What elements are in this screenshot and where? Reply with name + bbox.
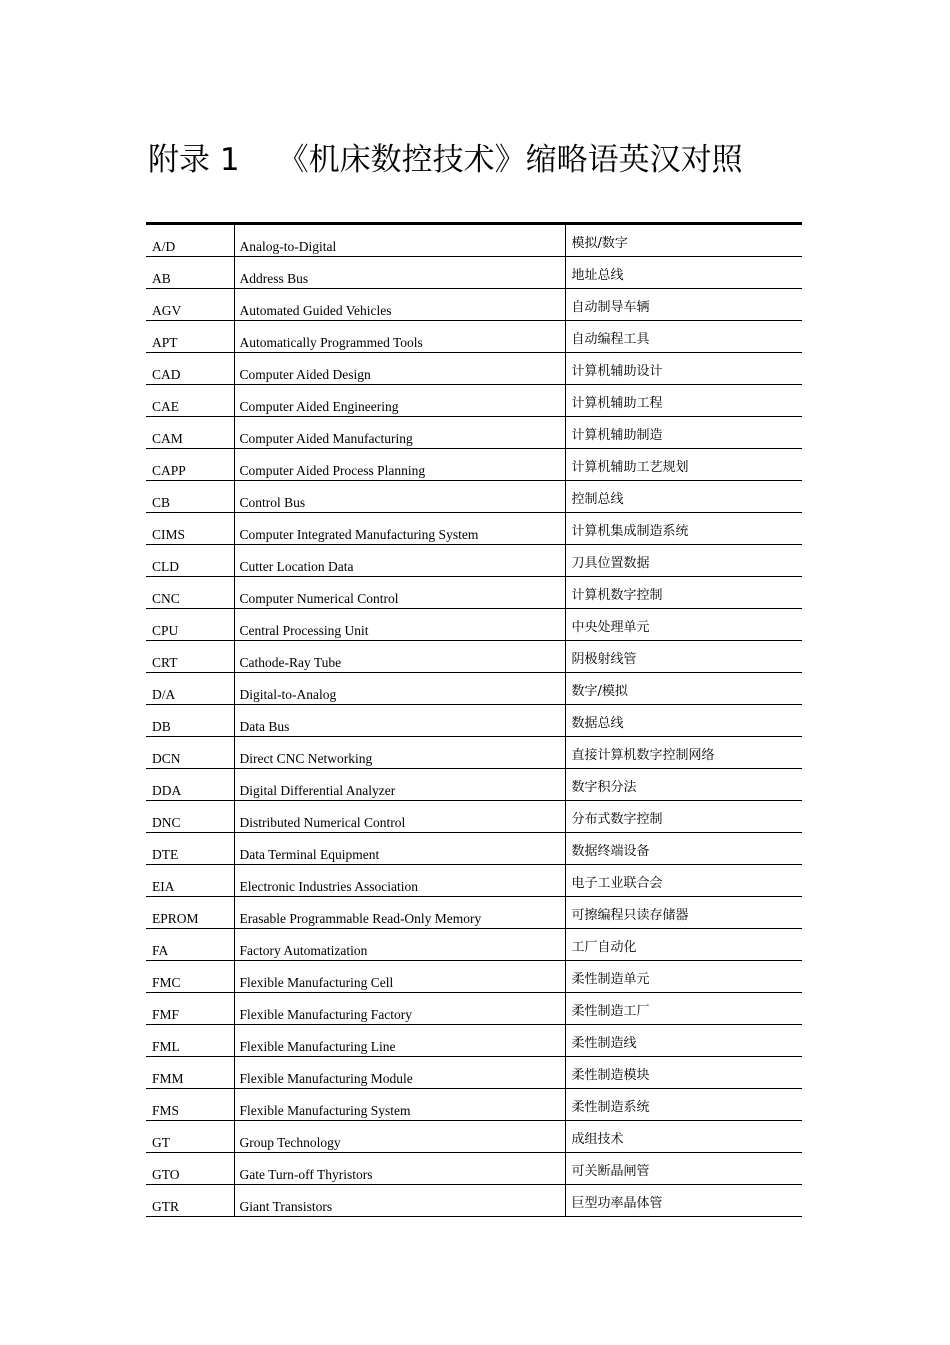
table-row bbox=[146, 865, 802, 897]
chinese-term-cell: 数据总线 bbox=[565, 705, 802, 737]
abbreviation-cell: DNC bbox=[146, 801, 234, 833]
table-row bbox=[146, 1121, 802, 1153]
abbreviation-cell: CNC bbox=[146, 577, 234, 609]
abbreviation-cell: APT bbox=[146, 321, 234, 353]
abbreviation-cell: CLD bbox=[146, 545, 234, 577]
chinese-term-cell: 柔性制造模块 bbox=[565, 1057, 802, 1089]
table-row bbox=[146, 224, 802, 257]
table-row bbox=[146, 577, 802, 609]
english-term-cell: Computer Numerical Control bbox=[234, 577, 565, 609]
table-row bbox=[146, 609, 802, 641]
abbreviation-cell: DTE bbox=[146, 833, 234, 865]
chinese-term-cell: 计算机辅助制造 bbox=[565, 417, 802, 449]
table-row bbox=[146, 929, 802, 961]
chinese-term-cell: 可关断晶闸管 bbox=[565, 1153, 802, 1185]
table-row bbox=[146, 769, 802, 801]
chinese-term-cell: 工厂自动化 bbox=[565, 929, 802, 961]
table-row bbox=[146, 1089, 802, 1121]
abbreviation-cell: A/D bbox=[146, 224, 234, 257]
table-row bbox=[146, 801, 802, 833]
table-row bbox=[146, 1185, 802, 1217]
table-row bbox=[146, 289, 802, 321]
chinese-term-cell: 分布式数字控制 bbox=[565, 801, 802, 833]
page-title bbox=[148, 140, 743, 180]
abbreviation-cell: CIMS bbox=[146, 513, 234, 545]
chinese-term-cell: 巨型功率晶体管 bbox=[565, 1185, 802, 1217]
table-row bbox=[146, 961, 802, 993]
english-term-cell: Direct CNC Networking bbox=[234, 737, 565, 769]
chinese-term-cell: 柔性制造单元 bbox=[565, 961, 802, 993]
english-term-cell: Digital Differential Analyzer bbox=[234, 769, 565, 801]
table-row bbox=[146, 513, 802, 545]
table-row bbox=[146, 1025, 802, 1057]
english-term-cell: Group Technology bbox=[234, 1121, 565, 1153]
table-row bbox=[146, 1057, 802, 1089]
chinese-term-cell: 数字/模拟 bbox=[565, 673, 802, 705]
chinese-term-cell: 直接计算机数字控制网络 bbox=[565, 737, 802, 769]
chinese-term-cell: 地址总线 bbox=[565, 257, 802, 289]
english-term-cell: Computer Aided Manufacturing bbox=[234, 417, 565, 449]
abbreviation-cell: CB bbox=[146, 481, 234, 513]
chinese-term-cell: 计算机辅助工程 bbox=[565, 385, 802, 417]
chinese-term-cell: 数字积分法 bbox=[565, 769, 802, 801]
abbreviation-cell: GTO bbox=[146, 1153, 234, 1185]
table-row bbox=[146, 673, 802, 705]
english-term-cell: Computer Aided Design bbox=[234, 353, 565, 385]
english-term-cell: Address Bus bbox=[234, 257, 565, 289]
chinese-term-cell: 电子工业联合会 bbox=[565, 865, 802, 897]
abbreviation-cell: DDA bbox=[146, 769, 234, 801]
table-row bbox=[146, 1153, 802, 1185]
english-term-cell: Erasable Programmable Read-Only Memory bbox=[234, 897, 565, 929]
chinese-term-cell: 柔性制造系统 bbox=[565, 1089, 802, 1121]
abbreviation-table bbox=[146, 222, 802, 1217]
abbreviation-cell: AB bbox=[146, 257, 234, 289]
english-term-cell: Flexible Manufacturing Module bbox=[234, 1057, 565, 1089]
chinese-term-cell: 成组技术 bbox=[565, 1121, 802, 1153]
abbreviation-cell: CAD bbox=[146, 353, 234, 385]
chinese-term-cell: 阴极射线管 bbox=[565, 641, 802, 673]
chinese-term-cell: 中央处理单元 bbox=[565, 609, 802, 641]
abbreviation-cell: DB bbox=[146, 705, 234, 737]
chinese-term-cell: 计算机辅助工艺规划 bbox=[565, 449, 802, 481]
english-term-cell: Central Processing Unit bbox=[234, 609, 565, 641]
table-row bbox=[146, 737, 802, 769]
english-term-cell: Data Bus bbox=[234, 705, 565, 737]
table-row bbox=[146, 449, 802, 481]
appendix-title: 《机床数控技术》缩略语英汉对照 bbox=[277, 142, 743, 178]
abbreviation-cell: CRT bbox=[146, 641, 234, 673]
english-term-cell: Automated Guided Vehicles bbox=[234, 289, 565, 321]
abbreviation-cell: FMS bbox=[146, 1089, 234, 1121]
chinese-term-cell: 数据终端设备 bbox=[565, 833, 802, 865]
english-term-cell: Computer Integrated Manufacturing System bbox=[234, 513, 565, 545]
english-term-cell: Computer Aided Engineering bbox=[234, 385, 565, 417]
english-term-cell: Gate Turn-off Thyristors bbox=[234, 1153, 565, 1185]
appendix-number: 附录 1 bbox=[148, 142, 240, 178]
english-term-cell: Cathode-Ray Tube bbox=[234, 641, 565, 673]
table-row bbox=[146, 257, 802, 289]
chinese-term-cell: 可擦编程只读存储器 bbox=[565, 897, 802, 929]
chinese-term-cell: 自动编程工具 bbox=[565, 321, 802, 353]
abbreviation-cell: FMM bbox=[146, 1057, 234, 1089]
english-term-cell: Data Terminal Equipment bbox=[234, 833, 565, 865]
abbreviation-cell: EPROM bbox=[146, 897, 234, 929]
english-term-cell: Electronic Industries Association bbox=[234, 865, 565, 897]
chinese-term-cell: 自动制导车辆 bbox=[565, 289, 802, 321]
abbreviation-cell: DCN bbox=[146, 737, 234, 769]
english-term-cell: Flexible Manufacturing System bbox=[234, 1089, 565, 1121]
table-row bbox=[146, 993, 802, 1025]
table-row bbox=[146, 833, 802, 865]
table-row bbox=[146, 353, 802, 385]
english-term-cell: Cutter Location Data bbox=[234, 545, 565, 577]
table-row bbox=[146, 321, 802, 353]
abbreviation-cell: GTR bbox=[146, 1185, 234, 1217]
abbreviation-cell: CPU bbox=[146, 609, 234, 641]
english-term-cell: Flexible Manufacturing Cell bbox=[234, 961, 565, 993]
english-term-cell: Flexible Manufacturing Factory bbox=[234, 993, 565, 1025]
abbreviation-table-body bbox=[146, 224, 802, 1217]
chinese-term-cell: 计算机集成制造系统 bbox=[565, 513, 802, 545]
abbreviation-cell: CAPP bbox=[146, 449, 234, 481]
table-row bbox=[146, 481, 802, 513]
chinese-term-cell: 计算机数字控制 bbox=[565, 577, 802, 609]
abbreviation-cell: GT bbox=[146, 1121, 234, 1153]
english-term-cell: Flexible Manufacturing Line bbox=[234, 1025, 565, 1057]
english-term-cell: Control Bus bbox=[234, 481, 565, 513]
english-term-cell: Distributed Numerical Control bbox=[234, 801, 565, 833]
abbreviation-cell: CAM bbox=[146, 417, 234, 449]
table-row bbox=[146, 545, 802, 577]
chinese-term-cell: 柔性制造线 bbox=[565, 1025, 802, 1057]
abbreviation-cell: FA bbox=[146, 929, 234, 961]
table-row bbox=[146, 897, 802, 929]
table-row bbox=[146, 705, 802, 737]
abbreviation-cell: FMC bbox=[146, 961, 234, 993]
chinese-term-cell: 计算机辅助设计 bbox=[565, 353, 802, 385]
abbreviation-cell: AGV bbox=[146, 289, 234, 321]
table-row bbox=[146, 641, 802, 673]
chinese-term-cell: 刀具位置数据 bbox=[565, 545, 802, 577]
english-term-cell: Giant Transistors bbox=[234, 1185, 565, 1217]
table-row bbox=[146, 417, 802, 449]
table-row bbox=[146, 385, 802, 417]
english-term-cell: Analog-to-Digital bbox=[234, 224, 565, 257]
english-term-cell: Factory Automatization bbox=[234, 929, 565, 961]
english-term-cell: Computer Aided Process Planning bbox=[234, 449, 565, 481]
abbreviation-cell: CAE bbox=[146, 385, 234, 417]
abbreviation-cell: EIA bbox=[146, 865, 234, 897]
chinese-term-cell: 控制总线 bbox=[565, 481, 802, 513]
english-term-cell: Automatically Programmed Tools bbox=[234, 321, 565, 353]
english-term-cell: Digital-to-Analog bbox=[234, 673, 565, 705]
chinese-term-cell: 模拟/数字 bbox=[565, 224, 802, 257]
abbreviation-cell: FMF bbox=[146, 993, 234, 1025]
chinese-term-cell: 柔性制造工厂 bbox=[565, 993, 802, 1025]
abbreviation-cell: D/A bbox=[146, 673, 234, 705]
abbreviation-cell: FML bbox=[146, 1025, 234, 1057]
